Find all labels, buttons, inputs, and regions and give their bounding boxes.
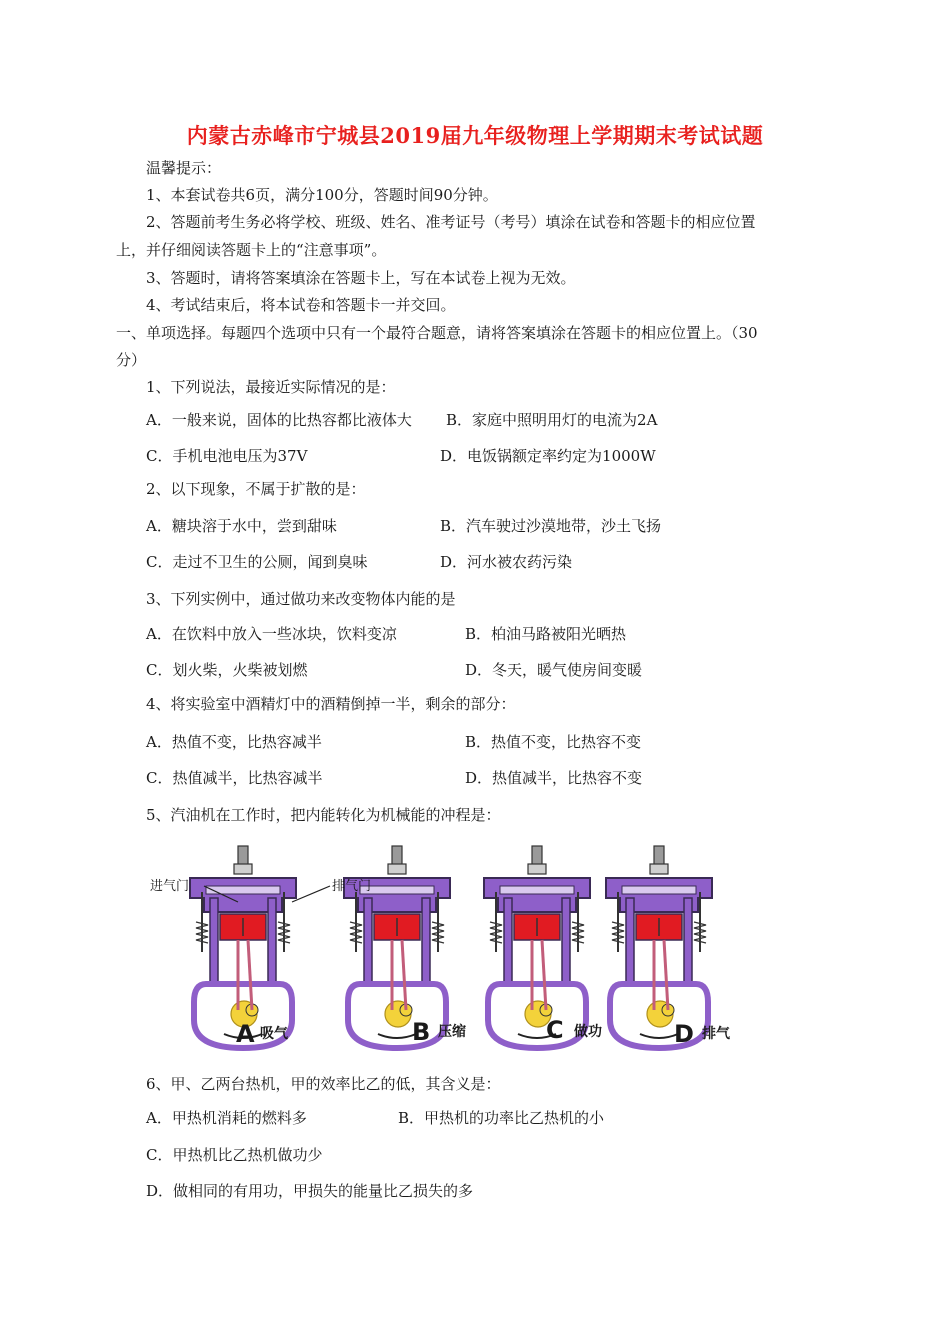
q2-option-d: D．河水被农药污染	[440, 553, 573, 571]
exhaust-valve-label: 排气门	[332, 879, 372, 894]
q4-option-d: D．热值减半，比热容不变	[465, 769, 643, 787]
q6-option-b: B．甲热机的功率比乙热机的小	[398, 1109, 605, 1127]
q5-stem: 5、汽油机在工作时，把内能转化为机械能的冲程是：	[146, 806, 501, 824]
q1-option-c: C．手机电池电压为37V	[146, 447, 308, 465]
engine-compression	[344, 846, 450, 1048]
q4-option-c: C．热值减半，比热容减半	[146, 769, 323, 787]
label-c-letter: C	[546, 1016, 564, 1044]
q6-option-c: C．甲热机比乙热机做功少	[146, 1146, 323, 1164]
label-c-name: 做功	[574, 1024, 602, 1040]
engine-exhaust	[606, 846, 712, 1048]
label-d-letter: D	[674, 1020, 694, 1048]
q6-option-d: D．做相同的有用功，甲损失的能量比乙损失的多	[146, 1182, 474, 1200]
q4-stem: 4、将实验室中酒精灯中的酒精倒掉一半，剩余的部分：	[146, 695, 516, 713]
q1-stem: 1、下列说法，最接近实际情况的是：	[146, 378, 396, 396]
q6-stem: 6、甲、乙两台热机，甲的效率比乙的低，其含义是：	[146, 1075, 501, 1093]
label-b-letter: B	[412, 1018, 431, 1046]
q2-option-c: C．走过不卫生的公厕，闻到臭味	[146, 553, 368, 571]
q3-option-d: D．冬天，暖气使房间变暖	[465, 661, 643, 679]
label-d-name: 排气	[702, 1026, 730, 1042]
engine-strokes-figure	[146, 842, 746, 1052]
q2-stem: 2、以下现象，不属于扩散的是：	[146, 480, 366, 498]
label-b-name: 压缩	[438, 1024, 466, 1040]
tip-3: 3、答题时，请将答案填涂在答题卡上，写在本试卷上视为无效。	[146, 269, 576, 287]
q6-option-a: A．甲热机消耗的燃料多	[146, 1109, 307, 1127]
tip-2a: 2、答题前考生务必将学校、班级、姓名、准考证号（考号）填涂在试卷和答题卡的相应位置	[146, 213, 756, 231]
tip-4: 4、考试结束后，将本试卷和答题卡一并交回。	[146, 296, 456, 314]
engine-intake	[190, 846, 296, 1048]
label-a-name: 吸气	[260, 1026, 288, 1042]
tip-1: 1、本套试卷共6页，满分100分，答题时间90分钟。	[146, 186, 498, 204]
q1-option-b: B．家庭中照明用灯的电流为2A	[446, 411, 658, 429]
engine-power	[484, 846, 590, 1048]
tips-heading: 温馨提示：	[146, 159, 222, 177]
q2-option-b: B．汽车驶过沙漠地带，沙土飞扬	[440, 517, 662, 535]
intake-valve-label: 进气门	[150, 879, 190, 894]
section-1-heading-b: 分）	[116, 351, 147, 369]
page-title: 内蒙古赤峰市宁城县2019届九年级物理上学期期末考试试题	[186, 123, 764, 148]
section-1-heading-a: 一、单项选择。每题四个选项中只有一个最符合题意，请将答案填涂在答题卡的相应位置上。（30	[116, 324, 758, 342]
q1-option-a: A．一般来说，固体的比热容都比液体大	[146, 411, 412, 429]
q2-option-a: A．糖块溶于水中，尝到甜味	[146, 517, 337, 535]
q3-option-a: A．在饮料中放入一些冰块，饮料变凉	[146, 625, 397, 643]
q1-option-d: D．电饭锅额定率约定为1000W	[440, 447, 656, 465]
q3-option-c: C．划火柴，火柴被划燃	[146, 661, 308, 679]
q4-option-b: B．热值不变，比热容不变	[465, 733, 642, 751]
q3-option-b: B．柏油马路被阳光晒热	[465, 625, 627, 643]
q4-option-a: A．热值不变，比热容减半	[146, 733, 322, 751]
label-a-letter: A	[236, 1020, 255, 1048]
tip-2b: 上，并仔细阅读答题卡上的“注意事项”。	[116, 241, 387, 259]
q3-stem: 3、下列实例中，通过做功来改变物体内能的是	[146, 590, 456, 608]
